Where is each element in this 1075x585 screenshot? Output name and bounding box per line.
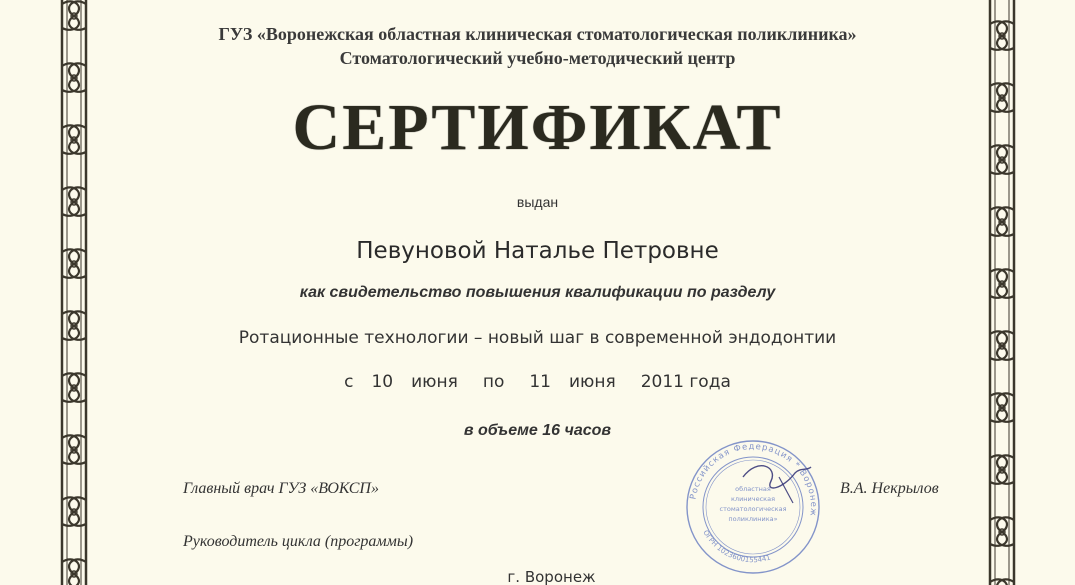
course-title: Ротационные технологии – новый шаг в современной эндодонтии xyxy=(238,328,837,348)
recipient-name: Певуновой Наталье Петровне xyxy=(356,238,719,264)
date-to-day: 11 xyxy=(529,372,551,392)
certificate-title: СЕРТИФИКАТ xyxy=(292,91,783,164)
svg-text:областная: областная xyxy=(735,485,771,493)
chief-doctor-label: Главный врач ГУЗ «ВОКСП» xyxy=(183,480,379,497)
issue-city: г. Воронеж xyxy=(507,568,596,585)
official-stamp xyxy=(683,437,823,577)
organization-name: ГУЗ «Воронежская областная клиническая стоматологическая поликлиника» xyxy=(218,24,857,44)
issued-label: выдан xyxy=(516,194,559,210)
date-from-month: июня xyxy=(411,372,458,392)
cycle-supervisor-label: Руководитель цикла (программы) xyxy=(183,533,414,550)
chief-doctor-name: В.А. Некрылов xyxy=(840,480,939,497)
purpose-text: как свидетельство повышения квалификации по разделу xyxy=(299,284,776,301)
svg-text:ОГРН 1023600155441: ОГРН 1023600155441 xyxy=(701,528,772,565)
course-hours: в объеме 16 часов xyxy=(463,422,612,439)
svg-text:поликлиника»: поликлиника» xyxy=(728,515,778,523)
svg-text:клиническая: клиническая xyxy=(730,495,776,503)
date-to-word: по xyxy=(482,372,505,392)
svg-text:стоматологическая: стоматологическая xyxy=(719,505,787,513)
date-year: 2011 года xyxy=(640,372,731,392)
date-to-month: июня xyxy=(568,372,616,392)
svg-text:Российская Федерация * Воронеж: Российская Федерация * Воронеж xyxy=(688,441,819,518)
course-dates xyxy=(0,372,1075,392)
organization-department: Стоматологический учебно-методический центр xyxy=(339,48,736,68)
date-from-day: 10 xyxy=(371,372,394,392)
date-from-word: с xyxy=(344,372,354,392)
